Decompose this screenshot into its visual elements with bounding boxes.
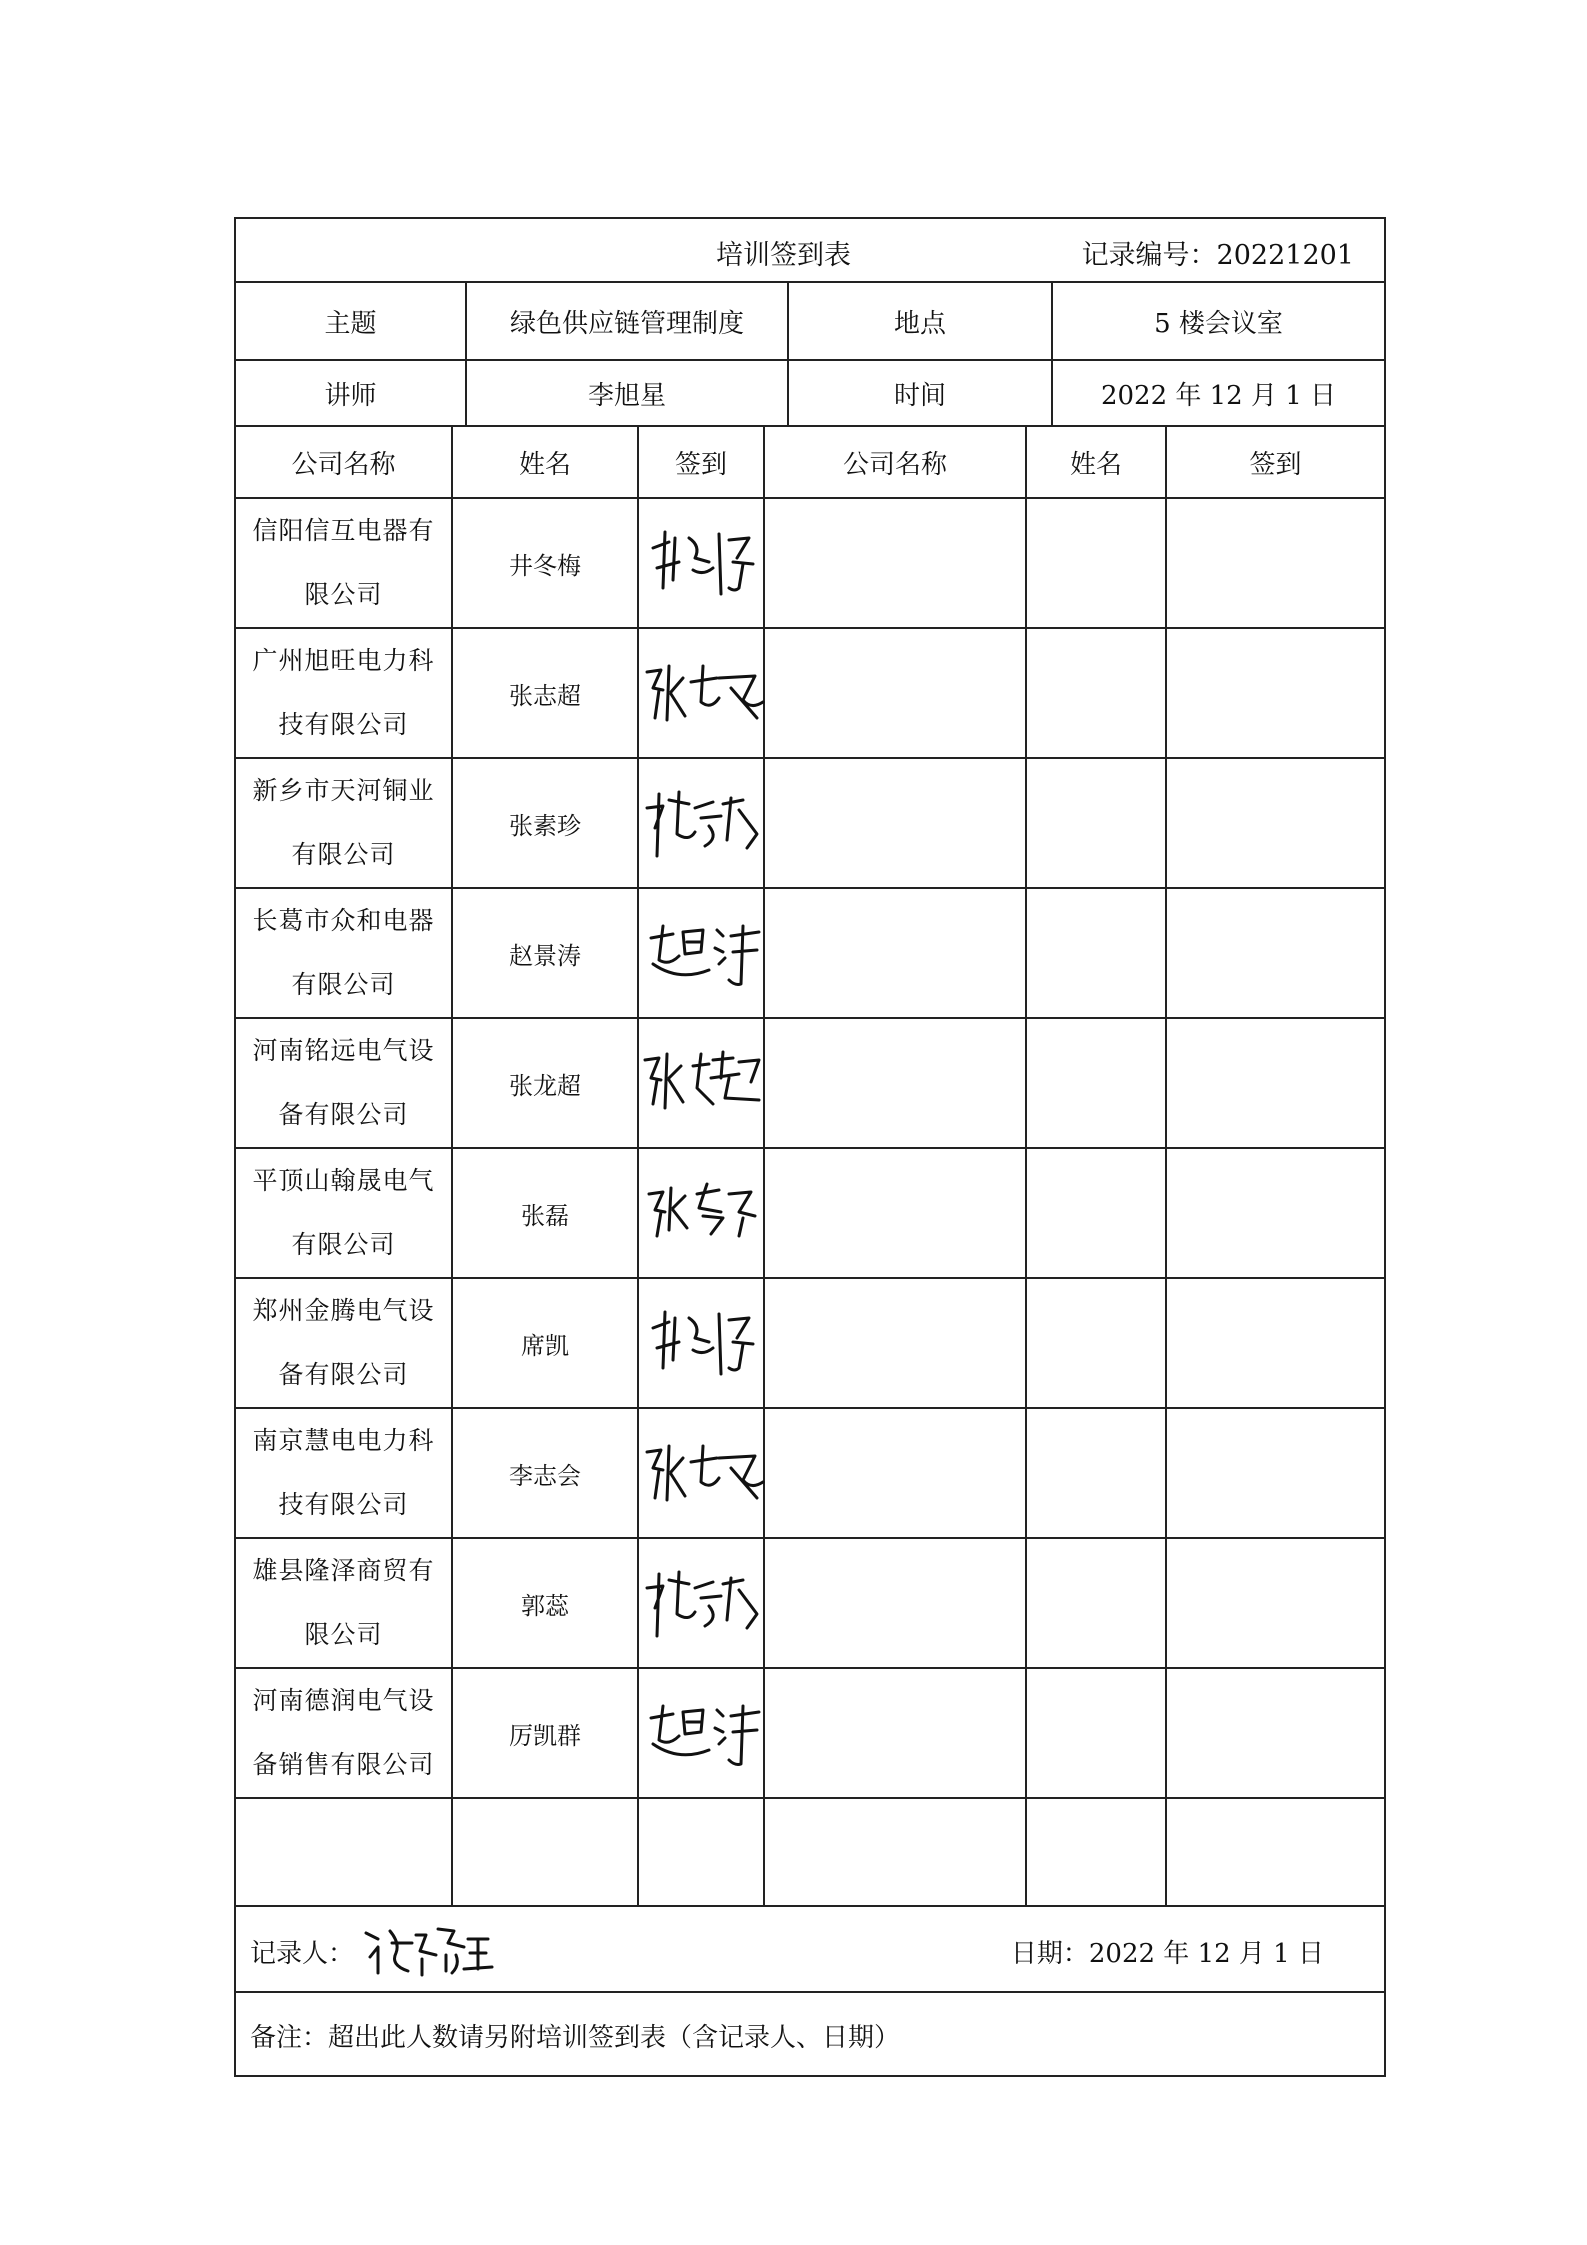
empty-row: [236, 1798, 1384, 1906]
company-line-2: 有限公司: [291, 1230, 396, 1259]
attendee-row: [236, 1538, 1384, 1668]
note-text: 备注：超出此人数请另附培训签到表（含记录人、日期）: [250, 2023, 901, 2053]
empty-cell: [1166, 1408, 1384, 1538]
attendee-name: 井冬梅: [452, 498, 638, 628]
time-value: 2022 年 12 月 1 日: [1052, 360, 1384, 426]
company-line-1: 信阳信互电器有: [252, 516, 435, 545]
empty-cell: [1166, 888, 1384, 1018]
company-cell: [236, 498, 452, 628]
empty-cell: [764, 498, 1026, 628]
attendee-row: [236, 1278, 1384, 1408]
empty-cell: [1026, 1798, 1166, 1906]
attendee-row: [236, 888, 1384, 1018]
training-info-table: [236, 283, 1384, 427]
topic-label: 主题: [236, 283, 466, 360]
company-line-1: 长葛市众和电器: [252, 906, 435, 935]
attendee-name: 张磊: [452, 1148, 638, 1278]
signature-cell: [638, 1668, 764, 1798]
col-company: 公司名称: [236, 427, 452, 498]
handwritten-signature: [639, 1428, 769, 1518]
empty-cell: [764, 758, 1026, 888]
attendee-name: 张志超: [452, 628, 638, 758]
company-line-1: 广州旭旺电力科: [252, 646, 435, 675]
attendee-name: 赵景涛: [452, 888, 638, 1018]
empty-cell: [1166, 1668, 1384, 1798]
company-cell: [236, 1278, 452, 1408]
handwritten-signature: [639, 778, 769, 868]
handwritten-signature: [639, 1168, 769, 1258]
empty-cell: [1166, 1018, 1384, 1148]
recorder-row: [236, 1907, 1384, 1993]
attendee-name: 张龙超: [452, 1018, 638, 1148]
empty-cell: [764, 1148, 1026, 1278]
empty-cell: [1166, 758, 1384, 888]
empty-cell: [1166, 1538, 1384, 1668]
lecturer-label: 讲师: [236, 360, 466, 426]
company-line-2: 限公司: [304, 580, 383, 609]
empty-cell: [236, 1798, 452, 1906]
company-line-1: 平顶山翰晟电气: [252, 1166, 435, 1195]
signature-cell: [638, 628, 764, 758]
empty-cell: [764, 1538, 1026, 1668]
record-date: 日期：2022 年 12 月 1 日: [1010, 1939, 1324, 1969]
empty-cell: [1166, 1148, 1384, 1278]
signature-cell: [638, 1538, 764, 1668]
handwritten-signature: [639, 518, 769, 608]
empty-cell: [1166, 498, 1384, 628]
attendee-name: 李志会: [452, 1408, 638, 1538]
company-cell: [236, 888, 452, 1018]
company-cell: [236, 758, 452, 888]
col-name: 姓名: [452, 427, 638, 498]
signature-cell: [638, 1408, 764, 1538]
note-row: [236, 1993, 1384, 2075]
empty-cell: [1026, 498, 1166, 628]
col-signature: 签到: [638, 427, 764, 498]
company-cell: [236, 1148, 452, 1278]
company-line-1: 南京慧电电力科: [252, 1426, 435, 1455]
empty-cell: [1026, 1538, 1166, 1668]
empty-cell: [1166, 1798, 1384, 1906]
col-company-2: 公司名称: [764, 427, 1026, 498]
location-value: 5 楼会议室: [1052, 283, 1384, 360]
attendee-row: [236, 628, 1384, 758]
attendee-row: [236, 1148, 1384, 1278]
attendee-row: [236, 1668, 1384, 1798]
company-cell: [236, 1668, 452, 1798]
empty-cell: [1026, 888, 1166, 1018]
empty-cell: [1026, 1018, 1166, 1148]
signature-cell: [638, 1278, 764, 1408]
company-line-1: 河南铭远电气设: [252, 1036, 435, 1065]
empty-cell: [1026, 1408, 1166, 1538]
attendee-row: [236, 498, 1384, 628]
company-line-2: 限公司: [304, 1620, 383, 1649]
empty-cell: [764, 1408, 1026, 1538]
company-line-2: 技有限公司: [278, 710, 409, 739]
empty-cell: [1026, 1668, 1166, 1798]
handwritten-signature: [639, 648, 769, 738]
signature-cell: [638, 888, 764, 1018]
handwritten-signature: [639, 1038, 769, 1128]
recorder-label: 记录人：: [250, 1939, 355, 1969]
attendee-name: 厉凯群: [452, 1668, 638, 1798]
company-line-2: 备有限公司: [278, 1100, 409, 1129]
empty-cell: [1166, 1278, 1384, 1408]
signature-cell: [638, 1018, 764, 1148]
handwritten-signature: [639, 1558, 769, 1648]
empty-cell: [1026, 758, 1166, 888]
attendee-row: [236, 758, 1384, 888]
handwritten-signature: [639, 908, 769, 998]
empty-cell: [764, 888, 1026, 1018]
empty-cell: [1166, 628, 1384, 758]
company-line-2: 技有限公司: [278, 1490, 409, 1519]
company-line-1: 河南德润电气设: [252, 1686, 435, 1715]
sign-in-sheet: [234, 217, 1386, 2077]
company-line-2: 备销售有限公司: [252, 1750, 435, 1779]
handwritten-signature: [639, 1688, 769, 1778]
attendee-name: 席凯: [452, 1278, 638, 1408]
form-title: 培训签到表: [716, 240, 851, 271]
company-line-2: 备有限公司: [278, 1360, 409, 1389]
empty-cell: [1026, 1278, 1166, 1408]
company-cell: [236, 628, 452, 758]
company-line-1: 雄县隆泽商贸有: [252, 1556, 435, 1585]
col-signature-2: 签到: [1166, 427, 1384, 498]
company-line-2: 有限公司: [291, 970, 396, 999]
attendee-table: [236, 427, 1384, 1907]
empty-cell: [764, 1018, 1026, 1148]
company-cell: [236, 1018, 452, 1148]
empty-cell: [452, 1798, 638, 1906]
empty-cell: [764, 1278, 1026, 1408]
empty-cell: [764, 1668, 1026, 1798]
signature-cell: [638, 1148, 764, 1278]
company-cell: [236, 1538, 452, 1668]
attendee-header-row: [236, 427, 1384, 498]
recorder-signature: [356, 1913, 496, 1985]
attendee-name: 张素珍: [452, 758, 638, 888]
form-header: [236, 219, 1384, 283]
location-label: 地点: [788, 283, 1052, 360]
company-cell: [236, 1408, 452, 1538]
col-name-2: 姓名: [1026, 427, 1166, 498]
empty-cell: [764, 628, 1026, 758]
record-number: 记录编号：20221201: [1081, 240, 1354, 271]
company-line-1: 郑州金腾电气设: [252, 1296, 435, 1325]
lecturer-value: 李旭星: [466, 360, 788, 426]
signature-cell: [638, 758, 764, 888]
empty-cell: [638, 1798, 764, 1906]
empty-cell: [1026, 1148, 1166, 1278]
attendee-row: [236, 1018, 1384, 1148]
attendee-name: 郭蕊: [452, 1538, 638, 1668]
attendee-row: [236, 1408, 1384, 1538]
empty-cell: [1026, 628, 1166, 758]
empty-cell: [764, 1798, 1026, 1906]
signature-cell: [638, 498, 764, 628]
handwritten-signature: [639, 1298, 769, 1388]
company-line-2: 有限公司: [291, 840, 396, 869]
topic-value: 绿色供应链管理制度: [466, 283, 788, 360]
time-label: 时间: [788, 360, 1052, 426]
company-line-1: 新乡市天河铜业: [252, 776, 435, 805]
